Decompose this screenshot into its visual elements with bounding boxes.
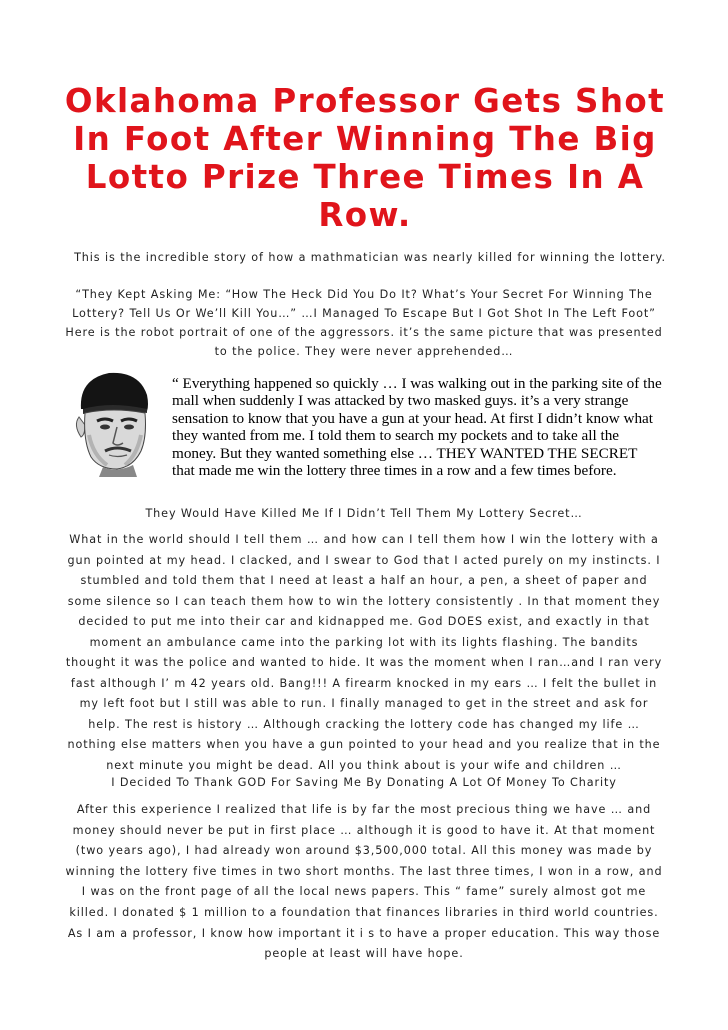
victim-statement: “ Everything happened so quickly … I was walking out in the parking site of the mall when suddenly I was attacked by two masked guys. it’s a very strange sensation to know that you have a gun at your head. At first I didn’t know what they wanted from me. I told them to search my pockets and to take all the money. But they wanted something else … THEY WANTED THE SECRET that made me win the lottery three times in a row and a few times before.: [172, 375, 662, 480]
police-sketch-image: [63, 365, 163, 477]
paragraph-escape: What in the world should I tell them … and how can I tell them how I win the lottery with a gun pointed at my head. I clacked, and I swear to God that I acted purely on my instincts. I stumbled and told them that I need at least a half an hour, a pen, a sheet of paper and some silence so I can teach them how to win the lottery consistently . In that moment they decided to put me into their car and kidnapped me. God DOES exist, and exactly in that moment an ambulance came into the parking lot with its lights flashing. The bandits thought it was the police and wanted to hide. It was the moment when I ran…and I ran very fast although I’ m 42 years old. Bang!!! A firearm knocked in my ears … I felt the bullet in my left foot but I still was able to run. I finally managed to get in the street and ask for help. The rest is history … Although cracking the lottery code has changed my life … nothing else matters when you have a gun pointed to your head and you realize that in the next minute you might be dead. All you think about is your wife and children …: [65, 533, 663, 772]
paragraph-charity: After this experience I realized that life is by far the most precious thing we have … and money should never be put in first place … although it is good to have it. At that moment (two years ago), I had already won around $3,500,000 total. All this money was made by winning the lottery five times in two short months. The last three times, I won in a row, and I was on the front page of all the local news papers. This “ fame” surely almost got me killed. I donated $ 1 million to a foundation that finances libraries in third world countries. As I am a professor, I know how important it i s to have a proper education. This way those people at least will have hope.: [65, 803, 663, 961]
article-title: Oklahoma Professor Gets Shot In Foot After Winning The Big Lotto Prize Three Times In A Row.: [64, 82, 666, 234]
intro-quote: “They Kept Asking Me: “How The Heck Did You Do It? What’s Your Secret For Winning The Lottery? Tell Us Or We’ll Kill You…” …I Managed To Escape But I Got Shot In The Left Foot” Here is the robot portrait of one of the aggressors. it’s the same picture that was presented to the police. They were never apprehended…: [65, 288, 663, 358]
section-heading-secret: They Would Have Killed Me If I Didn’t Tell Them My Lottery Secret…: [145, 507, 583, 520]
section-heading-charity: I Decided To Thank GOD For Saving Me By Donating A Lot Of Money To Charity: [111, 776, 617, 789]
article-subtitle: This is the incredible story of how a mathmatician was nearly killed for winning the lottery.: [74, 251, 666, 264]
